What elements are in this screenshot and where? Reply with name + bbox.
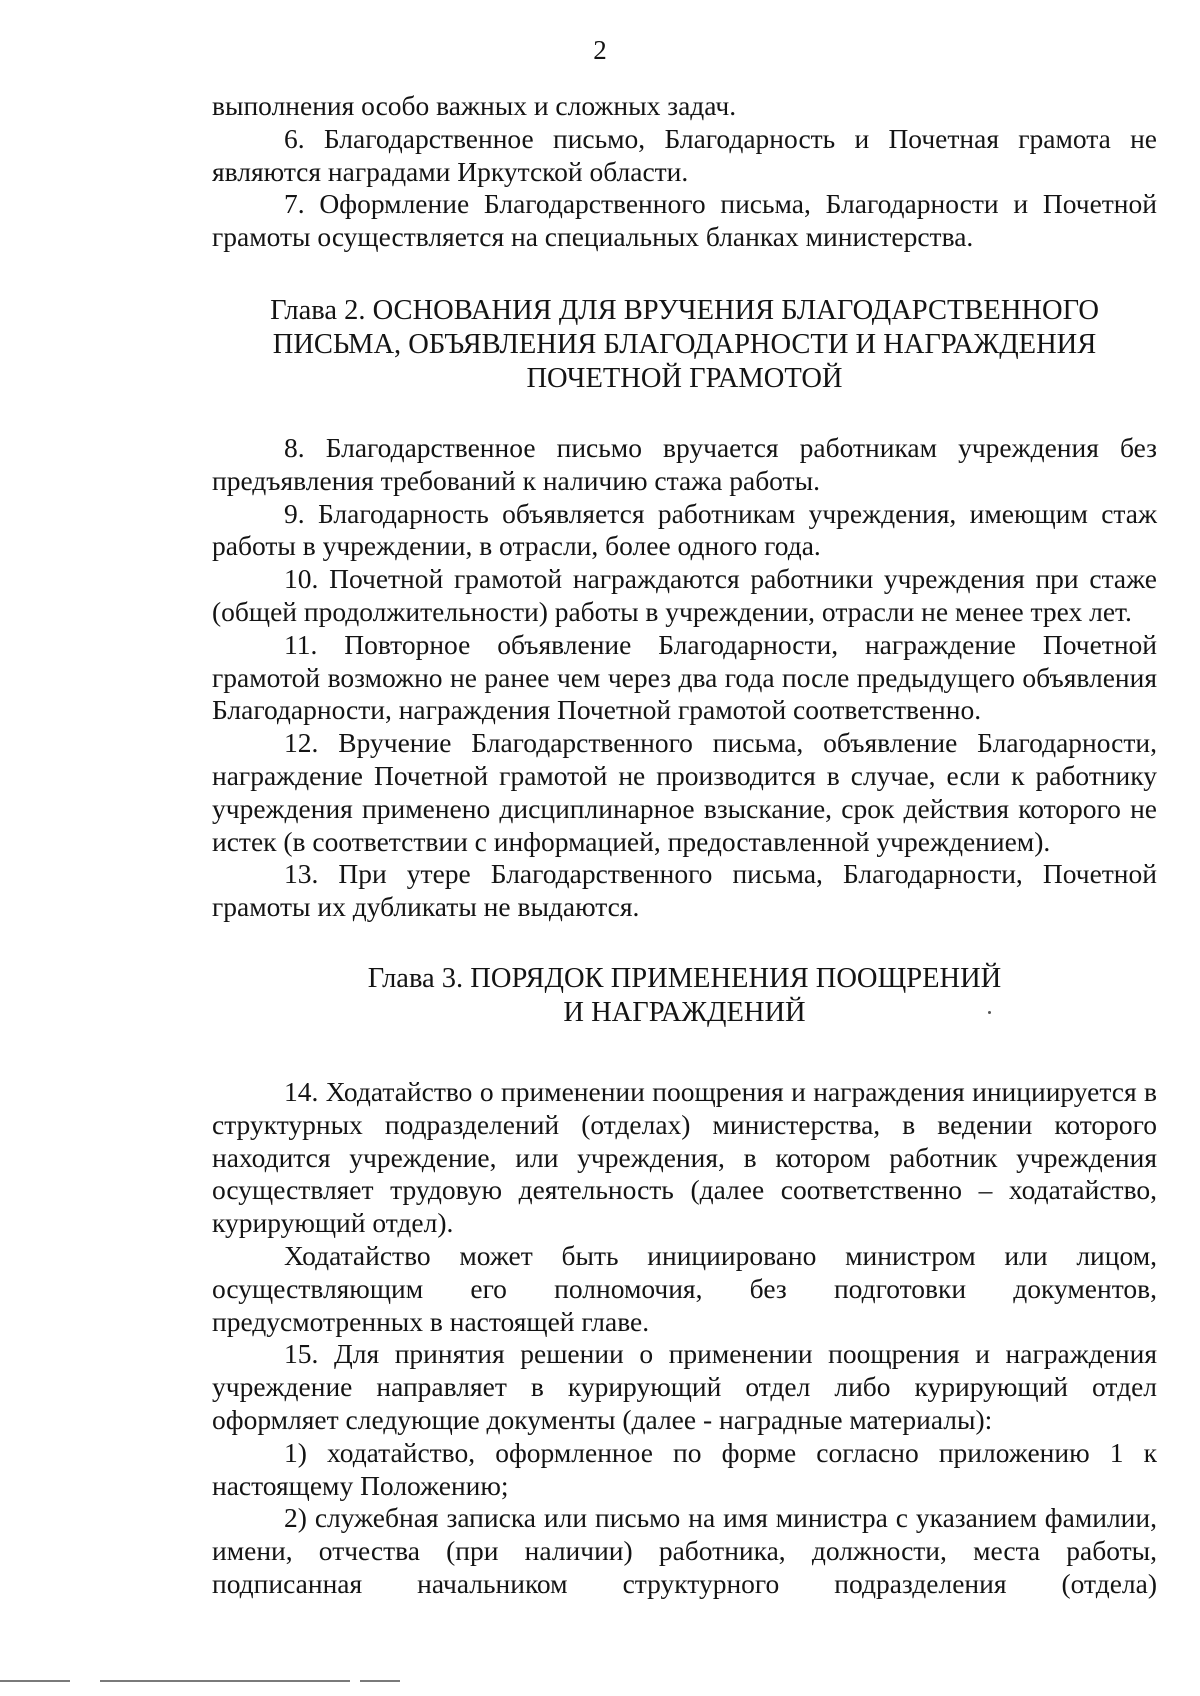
- chapter-2-heading-line-3: ПОЧЕТНОЙ ГРАМОТОЙ: [526, 362, 843, 394]
- paragraph-14: 14. Ходатайство о применении поощрения и награждения инициируется в структурных подразделений (отделах) министерства, в ведении которого находится учреждение, или учреждения, в котором работник учреждения осуществляет трудовую деятельность (далее соответственно – ходатайство, курирующий отдел).: [212, 1075, 1157, 1239]
- paragraph-13: 13. При утере Благодарственного письма, Благодарности, Почетной грамоты их дубликаты не выдаются.: [212, 858, 1157, 923]
- scan-speck: [988, 1011, 991, 1014]
- paragraph-6: 6. Благодарственное письмо, Благодарность и Почетная грамота не являются наградами Иркутской области.: [212, 122, 1157, 187]
- paragraph-8: 8. Благодарственное письмо вручается работникам учреждения без предъявления требований к наличию стажа работы.: [212, 431, 1157, 496]
- chapter-2-heading: [212, 294, 1157, 396]
- scan-edge-mark: [360, 1680, 400, 1682]
- paragraph-14-second: Ходатайство может быть инициировано министром или лицом, осуществляющим его полномочия, без подготовки документов, предусмотренных в настоящей главе.: [212, 1239, 1157, 1337]
- document-body: [212, 90, 1157, 1601]
- paragraph-9: 9. Благодарность объявляется работникам учреждения, имеющим стаж работы в учреждении, в отрасли, более одного года.: [212, 497, 1157, 562]
- chapter-2-heading-line-1: Глава 2. ОСНОВАНИЯ ДЛЯ ВРУЧЕНИЯ БЛАГОДАРСТВЕННОГО: [270, 294, 1099, 326]
- paragraph-7: 7. Оформление Благодарственного письма, Благодарности и Почетной грамоты осуществляется на специальных бланках министерства.: [212, 188, 1157, 253]
- paragraph-15-item-2: 2) служебная записка или письмо на имя министра с указанием фамилии, имени, отчества (при наличии) работника, должности, места работы, подписанная начальником структурного подразделения (отдела): [212, 1502, 1157, 1599]
- paragraph-10: 10. Почетной грамотой награждаются работники учреждения при стаже (общей продолжительности) работы в учреждении, отрасли не менее трех лет.: [212, 563, 1157, 627]
- paragraph-15-item-1: 1) ходатайство, оформленное по форме согласно приложению 1 к настоящему Положению;: [212, 1436, 1157, 1501]
- page-number: 2: [593, 35, 607, 65]
- chapter-3-heading-line-1: Глава 3. ПОРЯДОК ПРИМЕНЕНИЯ ПООЩРЕНИЙ: [367, 962, 1002, 994]
- paragraph-11: 11. Повторное объявление Благодарности, награждение Почетной грамотой возможно не ранее чем через два года после предыдущего объявления Благодарности, награждения Почетной грамотой соответственно.: [212, 628, 1157, 726]
- scan-edge-mark: [100, 1680, 350, 1682]
- paragraph-12: 12. Вручение Благодарственного письма, объявление Благодарности, награждение Почетной грамотой не производится в случае, если к работнику учреждения применено дисциплинарное взыскание, срок действия которого не истек (в соответствии с информацией, предоставленной учреждением).: [212, 727, 1157, 857]
- paragraph-15: 15. Для принятия решении о применении поощрения и награждения учреждение направляет в курирующий отдел либо курирующий отдел оформляет следующие документы (далее - наградные материалы):: [212, 1338, 1157, 1435]
- chapter-2-heading-line-2: ПИСЬМА, ОБЪЯВЛЕНИЯ БЛАГОДАРНОСТИ И НАГРАЖДЕНИЯ: [272, 328, 1097, 360]
- scan-edge-mark: [0, 1680, 70, 1682]
- chapter-3-heading: [212, 962, 1157, 1030]
- paragraph-continuation: выполнения особо важных и сложных задач.: [212, 90, 737, 121]
- chapter-3-heading-line-2: И НАГРАЖДЕНИЙ: [563, 996, 806, 1028]
